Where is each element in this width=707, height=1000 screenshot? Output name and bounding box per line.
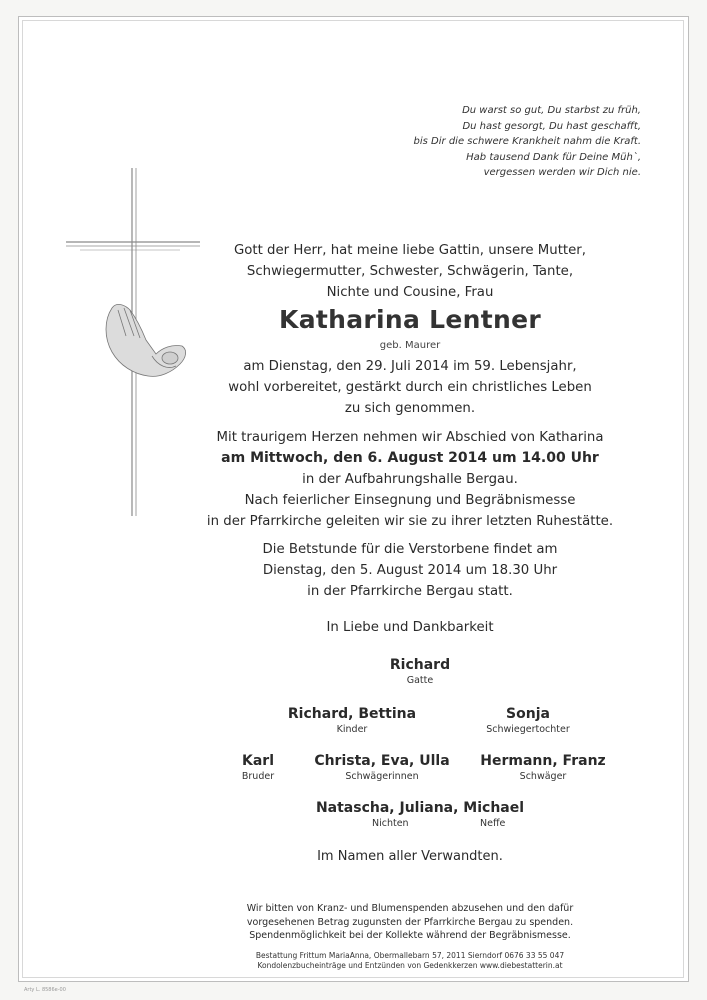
mourner-brother bbox=[228, 753, 288, 782]
mourner-role: Schwägerinnen bbox=[345, 771, 419, 782]
mourner-sisters-in-law bbox=[300, 753, 464, 782]
mourner-husband bbox=[370, 657, 470, 686]
mourner-name: Sonja bbox=[506, 706, 550, 722]
print-code: Arty L. 8586e-00 bbox=[24, 987, 66, 993]
death-text bbox=[180, 356, 640, 419]
donation-notice bbox=[180, 902, 640, 943]
mourner-role: Neffe bbox=[480, 818, 506, 829]
notice-line: Spendenmöglichkeit bei der Kollekte während der Begräbnismesse. bbox=[249, 930, 571, 941]
mourner-nieces-nephews bbox=[300, 800, 540, 830]
mourner-children bbox=[272, 706, 432, 735]
mourner-role: Gatte bbox=[406, 675, 434, 686]
death-line: wohl vorbereitet, gestärkt durch ein christliches Leben bbox=[228, 380, 592, 395]
poem-line: Du warst so gut, Du starbst zu früh, bbox=[462, 105, 641, 116]
death-line: am Dienstag, den 29. Juli 2014 im 59. Lebensjahr, bbox=[243, 359, 577, 374]
mourner-role: Kinder bbox=[336, 724, 368, 735]
farewell-text bbox=[180, 427, 640, 532]
mourner-name: Natascha, Juliana, Michael bbox=[315, 800, 525, 816]
farewell-line: in der Pfarrkirche geleiten wir sie zu ihrer letzten Ruhestätte. bbox=[206, 514, 614, 529]
farewell-line: Nach feierlicher Einsegnung und Begräbnismesse bbox=[244, 493, 576, 508]
love-heading: In Liebe und Dankbarkeit bbox=[326, 620, 494, 635]
poem-line: vergessen werden wir Dich nie. bbox=[483, 167, 641, 179]
mourner-name: Christa, Eva, Ulla bbox=[314, 753, 450, 769]
maiden-name: geb. Maurer bbox=[379, 340, 441, 351]
poem-line: bis Dir die schwere Krankheit nahm die Kraft. bbox=[413, 136, 641, 148]
mourner-name: Karl bbox=[242, 753, 274, 769]
farewell-line: in der Aufbahrungshalle Bergau. bbox=[302, 472, 518, 487]
prayer-text bbox=[180, 539, 640, 602]
mourner-role: Schwäger bbox=[519, 771, 567, 782]
mourner-role: Bruder bbox=[241, 771, 275, 782]
prayer-line: in der Pfarrkirche Bergau statt. bbox=[307, 584, 513, 599]
poem-line: Hab tausend Dank für Deine Müh`, bbox=[466, 151, 641, 163]
undertaker-line: Bestattung Frittum MariaAnna, Obermallebarn 57, 2011 Sierndorf 0676 33 55 047 bbox=[255, 951, 565, 960]
funeral-date: am Mittwoch, den 6. August 2014 um 14.00 Uhr bbox=[221, 450, 599, 466]
mourner-name: Richard bbox=[389, 657, 451, 673]
mourner-brothers-in-law bbox=[478, 753, 608, 782]
mourner-name: Hermann, Franz bbox=[480, 753, 606, 769]
mourner-name: Richard, Bettina bbox=[287, 706, 417, 722]
mourner-role: Nichten bbox=[372, 818, 409, 829]
prayer-line: Die Betstunde für die Verstorbene findet am bbox=[262, 542, 558, 557]
intro-line: Nichte und Cousine, Frau bbox=[326, 285, 494, 300]
mourner-daughter-in-law bbox=[470, 706, 586, 735]
relatives-closing: Im Namen aller Verwandten. bbox=[317, 849, 503, 864]
prayer-line: Dienstag, den 5. August 2014 um 18.30 Uhr bbox=[262, 563, 558, 578]
intro-line: Gott der Herr, hat meine liebe Gattin, unsere Mutter, bbox=[233, 243, 587, 258]
death-line: zu sich genommen. bbox=[344, 401, 476, 416]
undertaker-info bbox=[180, 951, 640, 971]
intro-line: Schwiegermutter, Schwester, Schwägerin, Tante, bbox=[246, 264, 574, 279]
mourner-role: Schwiegertochter bbox=[486, 724, 570, 735]
notice-line: vorgesehenen Betrag zugunsten der Pfarrkirche Bergau zu spenden. bbox=[246, 916, 574, 928]
poem bbox=[341, 103, 641, 181]
undertaker-line: Kondolenzbucheinträge und Entzünden von Gedenkkerzen www.diebestatterin.at bbox=[257, 961, 563, 970]
poem-line: Du hast gesorgt, Du hast geschafft, bbox=[462, 120, 641, 132]
intro-text bbox=[180, 240, 640, 303]
notice-line: Wir bitten von Kranz- und Blumenspenden abzusehen und den dafür bbox=[246, 903, 574, 914]
deceased-name: Katharina Lentner bbox=[279, 305, 541, 334]
farewell-line: Mit traurigem Herzen nehmen wir Abschied von Katharina bbox=[216, 430, 604, 445]
